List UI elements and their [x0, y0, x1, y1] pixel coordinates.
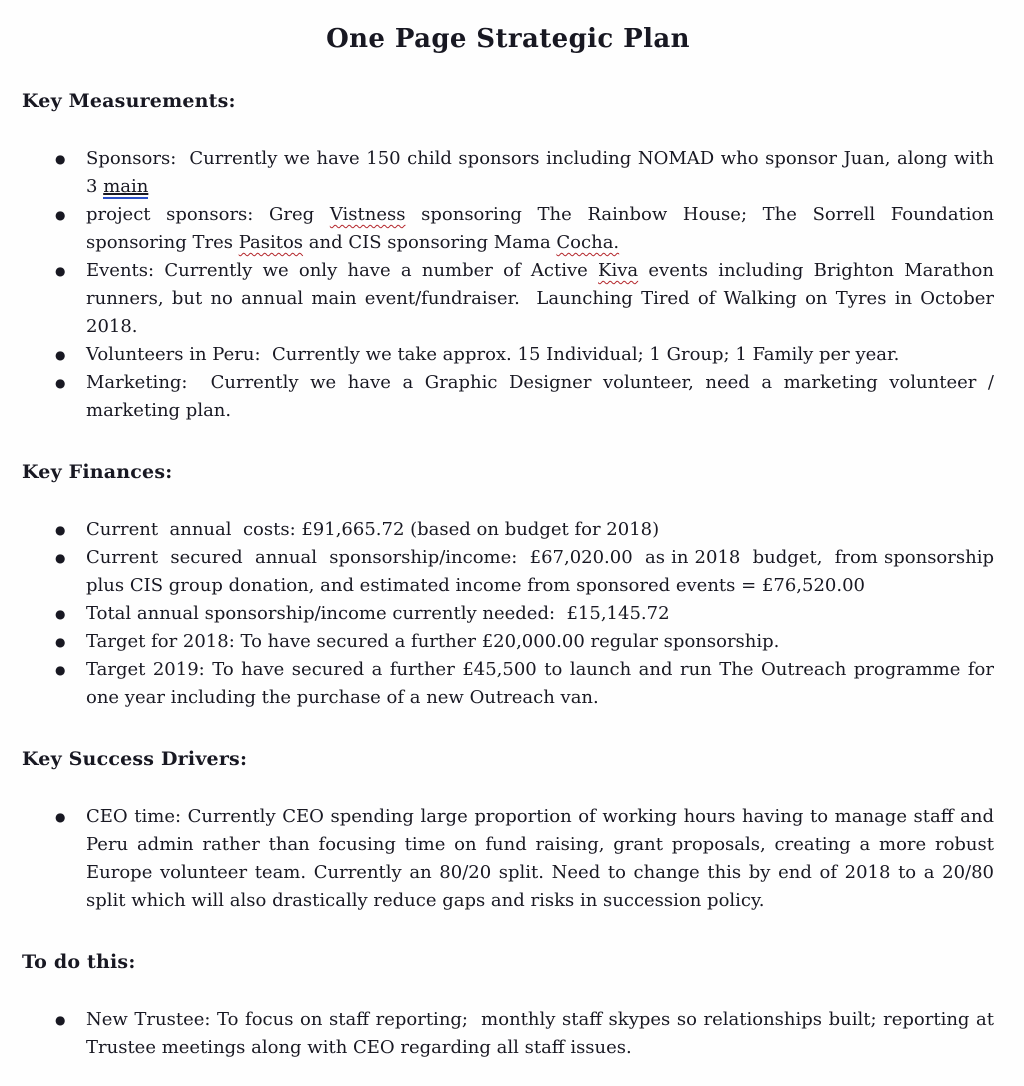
- underlined-word: main: [103, 176, 149, 197]
- list-item: [22, 369, 1000, 425]
- list-item: [22, 341, 994, 369]
- section-heading: Key Success Drivers:: [22, 748, 248, 770]
- list-item: [22, 145, 1000, 201]
- section-heading: Key Measurements:: [22, 90, 236, 112]
- text-run: Volunteers in Peru: Currently we take approx. 15 Individual; 1 Group; 1 Family per year.: [86, 344, 900, 365]
- list-item: [22, 257, 1000, 341]
- list-item: [22, 656, 1000, 712]
- text-run: and CIS sponsoring Mama: [303, 232, 557, 253]
- list-item: [22, 803, 1000, 915]
- document-section: [22, 951, 1000, 1062]
- document-section: [22, 90, 1000, 425]
- text-run: Current secured annual sponsorship/income: £67,020.00 as in 2018 budget, from sponsorship plus CIS group donation, and estimated income from sponsored events = £76,520.00: [86, 547, 1000, 596]
- list-item: [22, 201, 1000, 257]
- misspelled-word: Vistness: [329, 204, 406, 225]
- text-run: CEO time: Currently CEO spending large proportion of working hours having to manage staff and Peru admin rather than focusing time on fund raising, grant proposals, creating a more robust Europe volunteer team. Currently an 80/20 split. Need to change this by end of 2018 to a 20/80 split which will also drastically reduce gaps and risks in succession policy.: [86, 806, 1000, 911]
- bullet-list: [22, 145, 1000, 425]
- text-run: Marketing: Currently we have a Graphic Designer volunteer, need a marketing volunteer / marketing plan.: [86, 372, 1000, 421]
- text-run: project sponsors: Greg: [86, 204, 330, 225]
- text-run: Target for 2018: To have secured a further £20,000.00 regular sponsorship.: [86, 631, 780, 652]
- text-run: events including Brighton Marathon runners, but no annual main event/fundraiser. Launching Tired of Walking on Tyres in October 2018.: [86, 260, 1000, 337]
- bullet-list: [22, 516, 1000, 712]
- list-item: [22, 516, 994, 544]
- bullet-list: [22, 1006, 1000, 1062]
- document-sections: [22, 90, 1000, 1062]
- text-run: New Trustee: To focus on staff reporting; monthly staff skypes so relationships built; reporting at Trustee meetings along with CEO regarding all staff issues.: [86, 1009, 1000, 1058]
- section-heading: To do this:: [22, 951, 136, 973]
- bullet-list: [22, 803, 1000, 915]
- section-heading: Key Finances:: [22, 461, 173, 483]
- text-run: Current annual costs: £91,665.72 (based on budget for 2018): [86, 519, 660, 540]
- list-item: [22, 544, 1000, 600]
- text-run: sponsoring The Rainbow House; The Sorrell Foundation sponsoring Tres: [86, 204, 1000, 253]
- list-item: [22, 628, 994, 656]
- text-run: Target 2019: To have secured a further £45,500 to launch and run The Outreach programme for one year including the purchase of a new Outreach van.: [86, 659, 1000, 708]
- text-run: Total annual sponsorship/income currently needed: £15,145.72: [86, 603, 670, 624]
- text-run: Sponsors: Currently we have 150 child sponsors including NOMAD who sponsor Juan, along with 3: [86, 148, 1000, 197]
- misspelled-word: Cocha.: [556, 232, 620, 253]
- misspelled-word: Pasitos: [238, 232, 304, 253]
- document-section: [22, 461, 1000, 712]
- document-title: One Page Strategic Plan: [326, 24, 690, 54]
- text-run: Events: Currently we only have a number of Active: [86, 260, 599, 281]
- document-section: [22, 748, 1000, 915]
- list-item: [22, 600, 994, 628]
- list-item: [22, 1006, 1000, 1062]
- misspelled-word: Kiva: [598, 260, 639, 281]
